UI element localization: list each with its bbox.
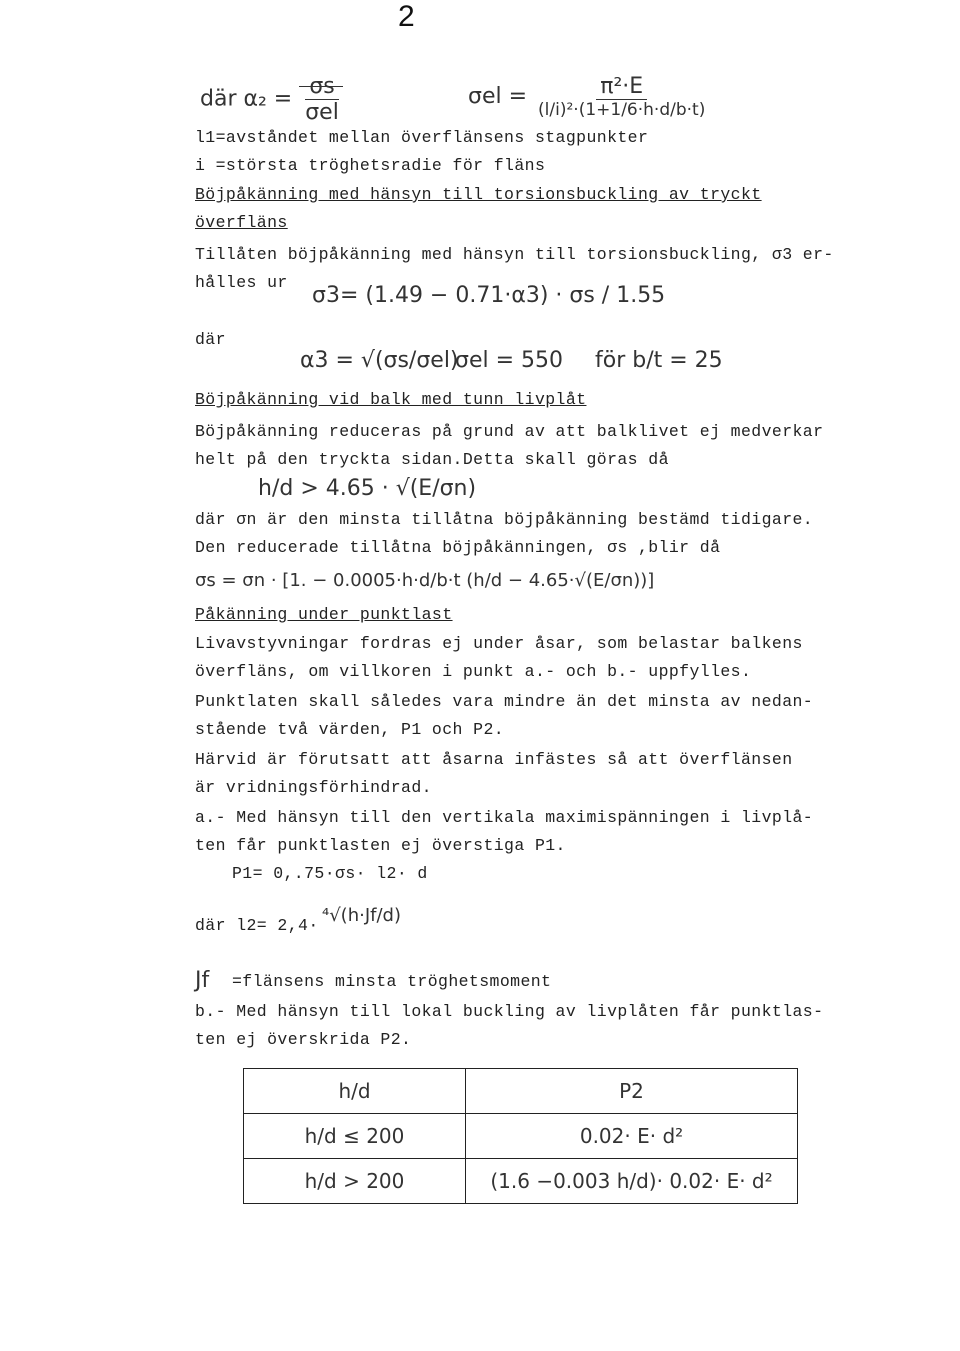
alpha2-numerator: σs	[305, 74, 338, 100]
text-point-load-1: Livavstyvningar fordras ej under åsar, som belastar balkens	[195, 634, 803, 653]
p2-table	[243, 1068, 798, 1204]
sigma-el-lhs: σel =	[468, 84, 528, 109]
table-cell: h/d > 200	[244, 1159, 466, 1204]
sigma-el-value: σel = 550	[455, 348, 564, 373]
condition-bt: för b/t = 25	[595, 348, 723, 373]
definition-l1: l1=avståndet mellan överflänsens stagpunkter	[195, 128, 649, 147]
sigma-s-reduced-formula: σs = σn · [1. − 0.0005·h·d/b·t (h/d − 4.65·√(E/σn))]	[195, 570, 655, 591]
text-point-load-2: överfläns, om villkoren i punkt a.- och b.- uppfylles.	[195, 662, 752, 681]
text-thin-web-2: helt på den tryckta sidan.Detta skall göras då	[195, 450, 669, 469]
text-point-load-5: Härvid är förutsatt att åsarna infästes så att överflänsen	[195, 750, 793, 769]
text-point-load-3: Punktlaten skall således vara mindre än det minsta av nedan-	[195, 692, 814, 711]
table-cell: (1.6 −0.003 h/d)· 0.02· E· d²	[466, 1159, 798, 1204]
text-point-load-4: stående två värden, P1 och P2.	[195, 720, 505, 739]
alpha2-formula	[200, 74, 343, 125]
table-header-hd: h/d	[244, 1069, 466, 1114]
text-point-load-8: ten får punktlasten ej överstiga P1.	[195, 836, 566, 855]
text-buckling-2: ten ej överskrida P2.	[195, 1030, 412, 1049]
table-header-row	[244, 1069, 798, 1114]
table-row	[244, 1159, 798, 1204]
sigma3-formula: σ3= (1.49 − 0.71·α3) · σs / 1.55	[312, 283, 666, 308]
text-point-load-6: är vridningsförhindrad.	[195, 778, 432, 797]
table-cell: 0.02· E· d²	[466, 1114, 798, 1159]
sigma-el-numerator: π²·E	[596, 74, 647, 100]
text-torsion-1: Tillåten böjpåkänning med hänsyn till torsionsbuckling, σ3 er-	[195, 245, 834, 264]
sigma-el-formula	[468, 74, 709, 120]
definition-i: i =största tröghetsradie för fläns	[195, 156, 546, 175]
alpha2-lhs: där α₂ =	[200, 86, 293, 112]
alpha2-denominator: σel	[305, 100, 339, 125]
p1-formula: P1= 0,.75·σs· l2· d	[232, 864, 428, 883]
section-heading-point-load: Påkänning under punktlast	[195, 605, 453, 624]
alpha2-root	[299, 74, 343, 125]
section-heading-torsion: Böjpåkänning med hänsyn till torsionsbuckling av tryckt	[195, 185, 762, 204]
l2-label: där l2= 2,4·	[195, 916, 319, 935]
text-torsion-2: hålles ur	[195, 273, 288, 292]
text-thin-web-4: Den reducerade tillåtna böjpåkänningen, σs ,blir då	[195, 538, 721, 557]
section-heading-torsion-cont: överfläns	[195, 213, 288, 232]
text-thin-web-3: där σn är den minsta tillåtna böjpåkänning bestämd tidigare.	[195, 510, 814, 529]
alpha2-fraction	[301, 74, 343, 125]
table-row	[244, 1114, 798, 1159]
table-cell: h/d ≤ 200	[244, 1114, 466, 1159]
section-heading-thin-web: Böjpåkänning vid balk med tunn livplåt	[195, 390, 587, 409]
text-point-load-7: a.- Med hänsyn till den vertikala maximispänningen i livplå-	[195, 808, 814, 827]
hd-condition-formula: h/d > 4.65 · √(E/σn)	[258, 476, 477, 501]
alpha3-formula: α3 = √(σs/σel)	[300, 348, 459, 373]
jf-definition: =flänsens minsta tröghetsmoment	[232, 972, 552, 991]
sigma-el-fraction	[534, 74, 709, 120]
text-buckling-1: b.- Med hänsyn till lokal buckling av livplåten får punktlas-	[195, 1002, 824, 1021]
page-number: 2	[398, 0, 415, 33]
text-thin-web-1: Böjpåkänning reduceras på grund av att balklivet ej medverkar	[195, 422, 824, 441]
dar-label-1: där	[195, 330, 226, 349]
sigma-el-denominator: (l/i)²·(1+1/6·h·d/b·t)	[538, 100, 706, 120]
jf-symbol: Jf	[195, 968, 210, 993]
table-header-p2: P2	[466, 1069, 798, 1114]
l2-root-formula: ⁴√(h·Jf/d)	[322, 905, 401, 926]
